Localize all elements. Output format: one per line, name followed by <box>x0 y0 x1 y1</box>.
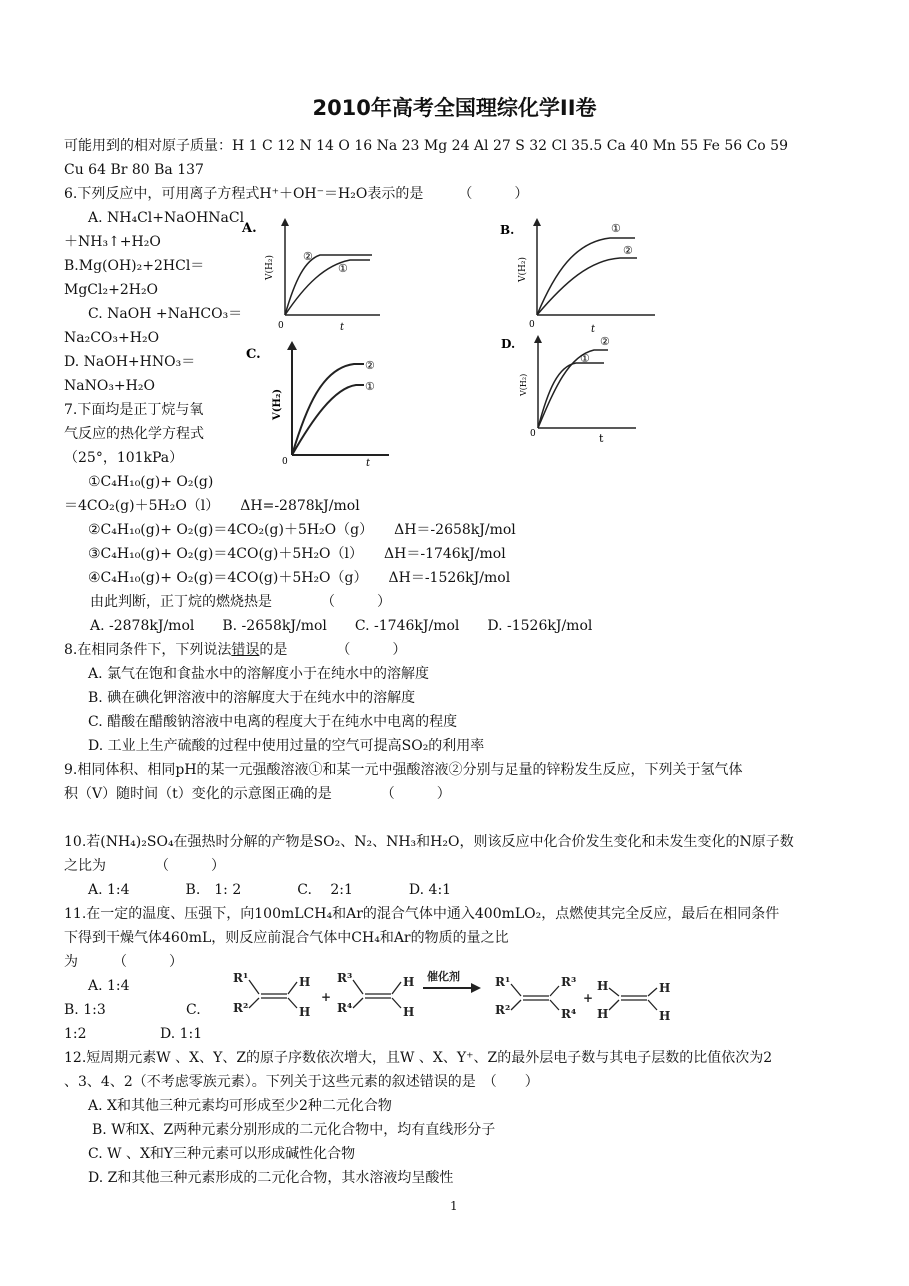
q7-stem-line2: 气反应的热化学方程式 <box>64 426 204 442</box>
q6-option-d-line1: D. NaOH+HNO₃＝ <box>64 354 196 370</box>
reaction-h: H <box>403 1005 415 1019</box>
graph-b-origin: 0 <box>529 320 535 330</box>
reaction-bond <box>249 998 259 1008</box>
reaction-r1: R¹ <box>233 971 249 985</box>
graph-d-label-2: ② <box>600 335 610 348</box>
reaction-plus: + <box>583 991 594 1005</box>
q8-option-d: D. 工业上生产硫酸的过程中使用过量的空气可提高SO₂的利用率 <box>88 738 485 754</box>
reaction-h: H <box>299 975 311 989</box>
reaction-bond <box>511 1000 521 1010</box>
q11-option-c: C. <box>186 1002 201 1018</box>
reaction-plus: + <box>321 990 332 1004</box>
q6-option-c-line2: Na₂CO₃+H₂O <box>64 330 160 346</box>
graph-c-xlabel: t <box>366 458 371 468</box>
graph-d-letter: D. <box>501 337 516 351</box>
q12-line1: 12.短周期元素W 、X、Y、Z的原子序数依次增大，且W 、X、Y⁺、Z的最外层电子数与其电子层数的比值依次为2 <box>64 1050 773 1066</box>
reaction-h: H <box>403 975 415 989</box>
graph-d-origin: 0 <box>530 429 536 439</box>
reaction-bond <box>511 984 521 996</box>
reaction-bond <box>609 1000 619 1010</box>
q12-option-a: A. X和其他三种元素均可形成至少2种二元化合物 <box>88 1098 392 1114</box>
q11-line3: 为 （ ） <box>64 954 183 970</box>
reaction-bond <box>288 998 297 1008</box>
q12-option-d: D. Z和其他三种元素形成的二元化合物，其水溶液均呈酸性 <box>88 1170 454 1186</box>
graph-d-xlabel: t <box>599 432 604 445</box>
reaction-h: H <box>597 979 609 993</box>
q7-eq3: ③C₄H₁₀(g)+ O₂(g)＝4CO(g)＋5H₂O（l） ΔH＝-1746kJ/mol <box>88 546 506 562</box>
graph-c-y-arrow <box>287 341 297 350</box>
q11-option-c-value: 1:2 <box>64 1026 87 1042</box>
reaction-bond <box>353 998 363 1008</box>
q6-stem: 6.下列反应中，可用离子方程式H⁺＋OH⁻＝H₂O表示的是 （ ） <box>64 186 529 202</box>
reaction-catalyst-label: 催化剂 <box>427 970 460 983</box>
q7-eq1-line1: ①C₄H₁₀(g)+ O₂(g) <box>88 474 214 490</box>
reaction-bond <box>392 998 401 1008</box>
reaction-bond <box>648 988 657 996</box>
graph-b-ylabel: V(H₂) <box>518 257 528 282</box>
q11-option-a: A. 1:4 <box>88 978 130 994</box>
q7-eq4: ④C₄H₁₀(g)+ O₂(g)＝4CO(g)＋5H₂O（g） ΔH＝-1526kJ/mol <box>88 570 511 586</box>
q6-option-b-line2: MgCl₂+2H₂O <box>64 282 159 298</box>
q8-option-a: A. 氯气在饱和食盐水中的溶解度小于在纯水中的溶解度 <box>88 666 430 682</box>
graph-b-label-1: ① <box>611 222 621 235</box>
q6-option-a-line1: A. NH₄Cl+NaOHNaCl <box>88 210 245 226</box>
reaction-bond <box>550 986 559 996</box>
reaction-r4: R⁴ <box>337 1001 353 1015</box>
q8-stem-post: 的是 （ ） <box>259 642 407 658</box>
reaction-bond <box>648 1000 657 1010</box>
q12-option-b: B. W和X、Z两种元素分别形成的二元化合物中，均有直线形分子 <box>92 1122 496 1138</box>
reaction-bond <box>288 982 297 994</box>
graph-d-y-arrow <box>534 335 542 343</box>
q11-line2: 下得到干燥气体460mL，则反应前混合气体中CH₄和Ar的物质的量之比 <box>64 930 509 946</box>
q7-stem-line3: （25°，101kPa） <box>64 450 184 466</box>
graph-c-letter: C. <box>246 347 261 362</box>
reaction-bond <box>550 1000 559 1010</box>
graph-c-label-1: ① <box>365 380 375 393</box>
graph-a <box>240 210 390 335</box>
graph-d <box>496 330 646 445</box>
q10-line2: 之比为 （ ） <box>64 858 225 874</box>
graph-b-curve-2 <box>537 258 637 315</box>
q6-option-c-line1: C. NaOH +NaHCO₃＝ <box>88 306 243 322</box>
reaction-h: H <box>299 1005 311 1019</box>
graph-c-ylabel: V(H₂) <box>272 388 283 420</box>
graph-c <box>244 338 394 468</box>
graph-b-letter: B. <box>500 223 515 237</box>
q12-line2: 、3、4、2（不考虑零族元素）。下列关于这些元素的叙述错误的是 （ ） <box>64 1074 539 1090</box>
q8-option-c: C. 醋酸在醋酸钠溶液中电离的程度大于在纯水中电离的程度 <box>88 714 458 730</box>
q8-stem <box>64 640 406 660</box>
page-number: 1 <box>450 1199 458 1213</box>
graph-a-xlabel: t <box>340 322 345 333</box>
graph-a-ylabel: V(H₂) <box>265 255 275 280</box>
reaction-bond <box>392 982 401 994</box>
q11-option-b: B. 1:3 <box>64 1002 106 1018</box>
q7-question: 由此判断，正丁烷的燃烧热是 （ ） <box>90 594 391 610</box>
reaction-h: H <box>659 981 671 995</box>
reaction-r1: R¹ <box>495 975 511 989</box>
q7-stem-line1: 7.下面均是正丁烷与氧 <box>64 402 204 418</box>
q10-line1: 10.若(NH₄)₂SO₄在强热时分解的产物是SO₂、N₂、NH₃和H₂O，则该反应中化合价发生变化和未发生变化的N原子数 <box>64 834 794 850</box>
graph-c-curve-2 <box>292 364 364 455</box>
q7-eq1-line2: ＝4CO₂(g)＋5H₂O（l） ΔH=-2878kJ/mol <box>64 498 360 514</box>
graph-b-y-arrow <box>533 218 541 226</box>
reaction-r2: R² <box>495 1003 511 1017</box>
q9-line1: 9.相同体积、相同pH的某一元强酸溶液①和某一元中强酸溶液②分别与足量的锌粉发生反应，下列关于氢气体 <box>64 762 743 778</box>
graph-b-xlabel: t <box>591 324 596 335</box>
q6-option-b-line1: B.Mg(OH)₂+2HCl＝ <box>64 258 205 274</box>
q11-option-d: D. 1:1 <box>160 1026 203 1042</box>
graph-d-label-1: ① <box>580 352 590 365</box>
q12-option-c: C. W 、X和Y三种元素可以形成碱性化合物 <box>88 1146 356 1162</box>
q6-option-d-line2: NaNO₃+H₂O <box>64 378 155 394</box>
graph-a-origin: 0 <box>278 321 284 331</box>
q8-option-b: B. 碘在碘化钾溶液中的溶解度大于在纯水中的溶解度 <box>88 690 416 706</box>
graph-d-curve-2 <box>538 350 608 428</box>
reaction-r3: R³ <box>561 975 577 989</box>
graph-a-letter: A. <box>242 221 257 236</box>
reaction-r2: R² <box>233 1001 249 1015</box>
page-title: 2010年高考全国理综化学II卷 <box>312 96 597 120</box>
graph-b-label-2: ② <box>623 244 633 257</box>
reaction-h: H <box>597 1007 609 1021</box>
q8-stem-pre: 8.在相同条件下，下列说法 <box>64 642 232 658</box>
graph-a-curve-1 <box>285 260 370 315</box>
graph-a-y-arrow <box>281 218 289 226</box>
graph-a-label-2: ② <box>303 250 313 263</box>
q7-options: A. -2878kJ/mol B. -2658kJ/mol C. -1746kJ/mol D. -1526kJ/mol <box>90 618 593 634</box>
atomic-masses-line2: Cu 64 Br 80 Ba 137 <box>64 162 204 178</box>
q7-eq2: ②C₄H₁₀(g)+ O₂(g)＝4CO₂(g)＋5H₂O（g） ΔH＝-2658kJ/mol <box>88 522 516 538</box>
reaction-bond <box>249 980 259 994</box>
graph-d-curve-1 <box>538 363 604 428</box>
graph-a-curve-2 <box>285 255 372 315</box>
atomic-masses-line1: 可能用到的相对原子质量：H 1 C 12 N 14 O 16 Na 23 Mg 24 Al 27 S 32 Cl 35.5 Ca 40 Mn 55 Fe 56 Co 59 <box>64 138 788 154</box>
q8-stem-underlined: 错误 <box>231 642 260 658</box>
graph-a-label-1: ① <box>338 262 348 275</box>
q9-line2: 积（V）随时间（t）变化的示意图正确的是 （ ） <box>64 786 451 802</box>
q10-options: A. 1:4 B. 1: 2 C. 2:1 D. 4:1 <box>88 882 452 898</box>
graph-b-curve-1 <box>537 238 635 315</box>
graph-c-label-2: ② <box>365 359 375 372</box>
reaction-r3: R³ <box>337 971 353 985</box>
graph-c-origin: 0 <box>282 457 288 467</box>
reaction-bond <box>609 988 619 996</box>
graph-b <box>495 212 665 337</box>
reaction-h: H <box>659 1009 671 1023</box>
graph-d-ylabel: V(H₂) <box>519 373 528 396</box>
reaction-scheme <box>215 966 700 1028</box>
reaction-bond <box>353 980 363 994</box>
reaction-arrow-head <box>471 983 481 993</box>
q6-option-a-line2: ＋NH₃↑+H₂O <box>64 234 161 250</box>
q11-line1: 11.在一定的温度、压强下，向100mLCH₄和Ar的混合气体中通入400mLO₂，点燃使其完全反应，最后在相同条件 <box>64 906 780 922</box>
reaction-r4: R⁴ <box>561 1007 577 1021</box>
